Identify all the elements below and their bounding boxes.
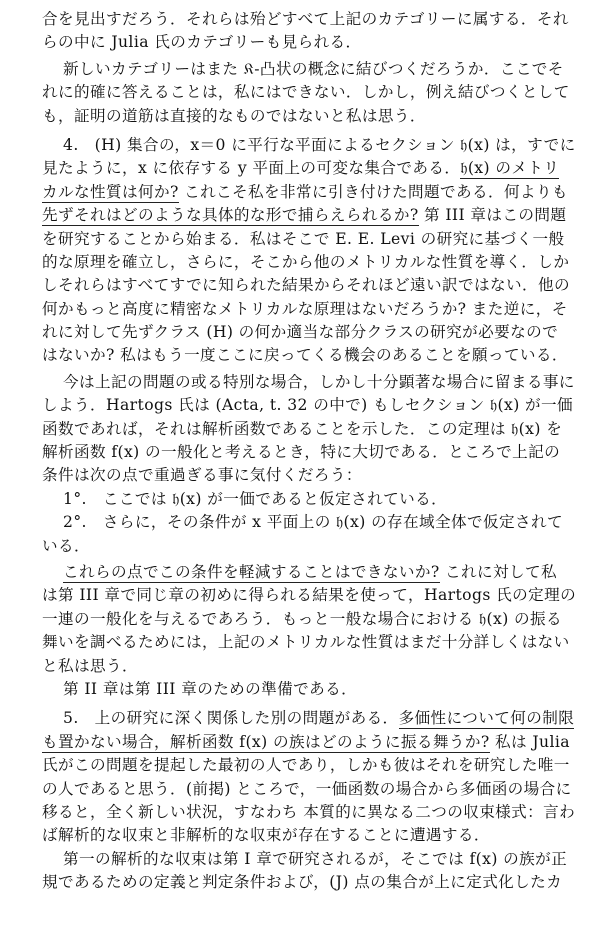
text-line: 合を見出すだろう．それらは殆どすべて上記のカテゴリーに属する．それ — [42, 10, 569, 28]
text-line: 函数であれば，それは解析函数であることを示した．この定理は 𝔥(x) を — [42, 419, 563, 438]
text-line: れに対して先ずクラス (H) の何か適当な部分クラスの研究が必要なので — [42, 323, 559, 342]
underlined-question: 多価性について何の制限 — [398, 709, 575, 728]
text-line: 的な原理を確立し，さらに，そこから他のメトリカルな性質を導く．しか — [42, 252, 570, 271]
text-line: 解析函数 f(x) の一般化と考えるとき，特に大切である．ところで上記の — [42, 443, 561, 462]
text-line: はないか? 私はもう一度ここに戻ってくる機会のあることを願っている． — [42, 346, 568, 365]
text-line: 第 II 章は第 III 章のための準備である． — [63, 679, 358, 698]
text-line: しよう．Hartogs 氏は (Acta, t. 32 の中で) もしセクション 𝔥(x) が一価 — [42, 396, 574, 415]
text-line: いる． — [42, 536, 90, 555]
text-line: 条件は次の点で重過ぎる事に気付くだろう： — [42, 466, 362, 485]
text-line: 先ずそれはどのような具体的な形で捕らえられるか? 第 III 章はこの問題 — [42, 206, 567, 225]
text-line: 規であるための定義と判定条件および，(J) 点の集合が上に定式化したカ — [42, 873, 563, 892]
list-item-1: 1°. ここでは 𝔥(x) が一価であると仮定されている． — [63, 489, 448, 508]
text-line: らの中に Julia 氏のカテゴリーも見られる． — [42, 33, 362, 52]
text-line: を研究することから始まる．私はそこで E. E. Levi の研究に基づく一般 — [42, 229, 565, 248]
text-line: カルな性質は何か? これこそ私を非常に引き付けた問題である．何よりも — [42, 182, 568, 201]
text-line: これらの点でこの条件を軽減することはできないか? これに対して私 — [63, 562, 557, 581]
text-line: の人であると思う．(前掲) ところで，一価函数の場合から多価函の場合に — [42, 779, 572, 798]
text-line: 見たように，x に依存する y 平面上の可変な集合である．𝔥(x) のメトリ — [42, 159, 560, 178]
text-line: 第一の解析的な収束は第 I 章で研究されるが，そこでは f(x) の族が正 — [63, 849, 568, 868]
text-line: 何かもっと高度に精密なメトリカルな原理はないだろうか? また逆に，そ — [42, 299, 568, 318]
underlined-question: 先ずそれはどのような具体的な形で捕らえられるか? — [42, 206, 419, 225]
section-4-heading-line: 4. (H) 集合の，x＝0 に平行な平面によるセクション 𝔥(x) は，すでに — [63, 135, 576, 154]
text-line: 氏がこの問題を提起した最初の人であり，しかも彼はそれを研究した唯一 — [42, 756, 570, 775]
list-item-2: 2°. さらに，その条件が x 平面上の 𝔥(x) の存在域全体で仮定されて — [63, 513, 563, 532]
text-line: も，証明の道筋は直接的なものではないと私は思う． — [42, 106, 426, 125]
text-line: 舞いを調べるためには，上記のメトリカルな性質はまだ十分詳しくはない — [42, 633, 570, 652]
underlined-question: 𝔥(x) のメトリ — [460, 159, 560, 178]
underlined-question: カルな性質は何か? — [42, 182, 179, 201]
section-5-heading-line: 5. 上の研究に深く関係した別の問題がある．多価性について何の制限 — [63, 709, 575, 728]
text-line: 今は上記の問題の或る特別な場合，しかし十分顕著な場合に留まる事に — [63, 372, 575, 391]
text-line: 一連の一般化を与えるであろう．もっと一般な場合における 𝔥(x) の振る — [42, 609, 563, 628]
text-line: は第 III 章で同じ章の初めに得られる結果を使って，Hartogs 氏の定理の — [42, 586, 577, 605]
text-line: しそれらはすべてすでに知られた結果からそれほど遠い訳ではない．他の — [42, 276, 570, 295]
text-line: 新しいカテゴリーはまた 𝔎-凸状の概念に結びつくだろうか．ここでそ — [63, 59, 564, 78]
document-page — [42, 8, 577, 894]
text-line: と私は思う． — [42, 656, 138, 675]
underlined-question: も置かない場合，解析函数 f(x) の族はどのように振る舞うか? — [42, 732, 490, 751]
text-line: 移ると，全く新しい状況，すなわち 本質的に異なる二つの収束様式：言わ — [42, 802, 576, 821]
text-line: も置かない場合，解析函数 f(x) の族はどのように振る舞うか? 私は Julia — [42, 732, 570, 751]
underlined-question: これらの点でこの条件を軽減することはできないか? — [63, 562, 440, 581]
text-line: れに的確に答えることは，私にはできない．しかし，例え結びつくとして — [42, 83, 570, 102]
text-line: ば解析的な収束と非解析的な収束が存在することに遭遇する． — [42, 826, 490, 845]
